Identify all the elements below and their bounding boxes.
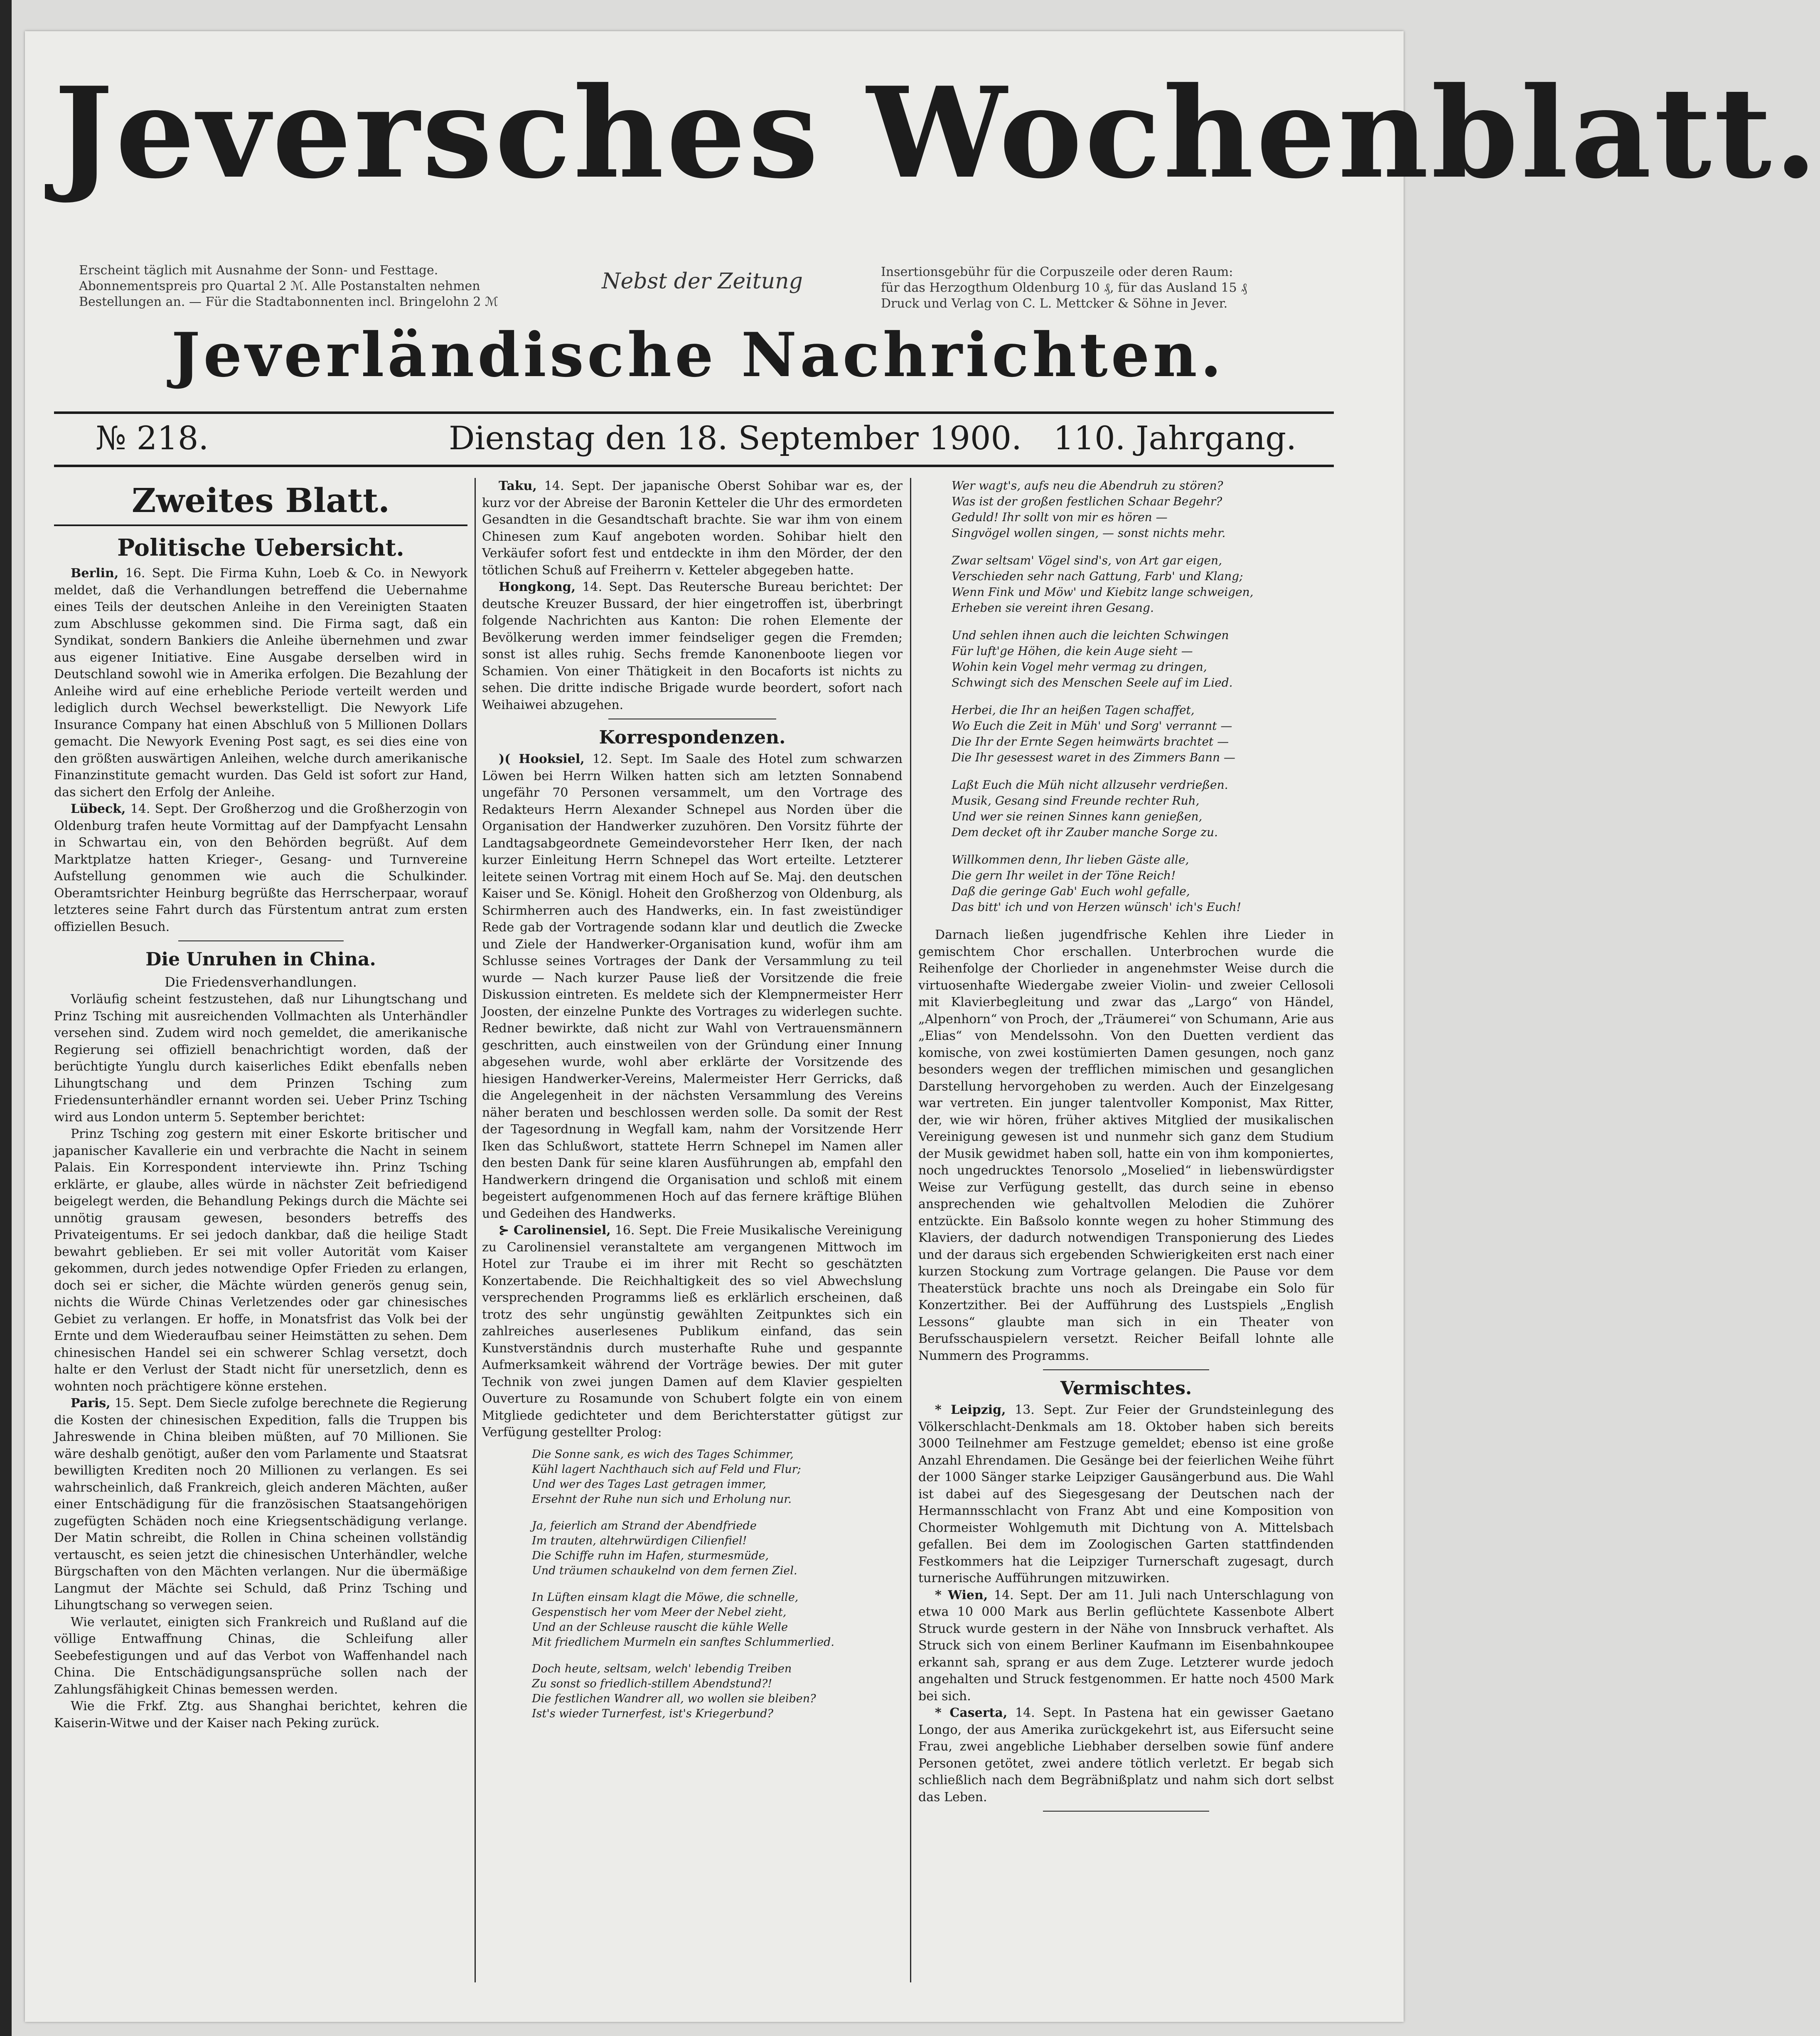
volume-number: 110. Jahrgang. — [1053, 420, 1296, 457]
poem-line: Herbei, die Ihr an heißen Tagen schaffet, — [952, 703, 1195, 717]
article-text: 14. Sept. Der japanische Oberst Sohibar war es, der kurz vor der Abreise der Baronin Ketteler die Uhr des ermordeten Gesandten in die Gesandtschaft brachte. Sie war ihm von einem Chinesen zum Kauf angeboten worden. Sohibar hielt den Verkäufer sofort fest und entdeckte in ihm den Mörder, der den tötlichen Schuß auf Freiherrn v. Ketteler abgegeben hatte. — [482, 479, 903, 578]
poem-line: Und wer sie reinen Sinnes kann genießen, — [952, 810, 1203, 823]
poem-line: Und wer des Tages Last getragen immer, — [532, 1477, 767, 1491]
dateline-place: Lübeck, — [71, 802, 126, 816]
poem-line: Dem decket oft ihr Zauber manche Sorge zu. — [952, 825, 1218, 839]
dateline-place: ⊱ Carolinensiel, — [499, 1223, 611, 1238]
poem-line: Im trauten, altehrwürdigen Cilienfiel! — [532, 1534, 747, 1547]
heading-politics: Politische Uebersicht. — [117, 534, 404, 561]
issue-number: № 218. — [96, 420, 209, 457]
article-text: 14. Sept. Der Großherzog und die Großherzogin von Oldenburg trafen heute Vormittag auf der Dampfyacht Lensahn in Schwartau ein, von den Behörden begrüßt. Auf dem Marktplatze hatten Krieger-, Gesang- und Turnvereine Aufstellung genommen wie auch die Schulkinder. Oberamtsrichter Heinburg begrüßte das Herrscherpaar, worauf letzteres seine Fahrt durch das Fürstentum antrat zum ersten offiziellen Besuch. — [54, 802, 467, 934]
poem-line: Verschieden sehr nach Gattung, Farb' und Klang; — [952, 569, 1243, 583]
issue-date: Dienstag den 18. September 1900. — [449, 420, 1022, 457]
dateline — [54, 416, 1334, 461]
supplement-note: Nebst der Zeitung — [602, 269, 803, 294]
article-luebeck — [54, 801, 467, 936]
paragraph: Wie die Frkf. Ztg. aus Shanghai berichtet, kehren die Kaiserin-Witwe und der Kaiser nach Peking zurück. — [54, 1699, 467, 1731]
poem-line: Mit friedlichem Murmeln ein sanftes Schlummerlied. — [532, 1635, 835, 1649]
dateline-place: * Wien, — [935, 1588, 988, 1603]
poem-stanza — [532, 1662, 903, 1721]
poem-stanza — [532, 1447, 903, 1507]
poem-line: Wer wagt's, aufs neu die Abendruh zu stören? — [952, 479, 1223, 492]
poem-stanza — [952, 478, 1334, 541]
article-text: 14. Sept. Das Reutersche Bureau berichtet: Der deutsche Kreuzer Bussard, der hier eingetroffen ist, überbringt folgende Nachrichten aus Kanton: Die rohen Elemente der Bevölkerung werden immer feindseliger gegen die Fremden; sonst ist alles ruhig. Sechs fremde Kanonenboote liegen vor Schamien. Von einer Thätigkeit in den Bocaforts ist nichts zu sehen. Die dritte indische Brigade wurde beordert, sofort nach Weihaiwei abzugehen. — [482, 580, 903, 712]
poem-line: Die Schiffe ruhn im Hafen, sturmesmüde, — [532, 1549, 769, 1562]
poem-line: Die Ihr der Ernte Segen heimwärts brachtet — — [952, 735, 1229, 748]
article-hongkong — [482, 579, 903, 714]
article-text: 14. Sept. Der am 11. Juli nach Unterschlagung von etwa 10 000 Mark aus Berlin geflüchtete Kassenbote Albert Struck wurde gestern in der Nähe von Innsbruck verhaftet. Als Struck sich von einem Berliner Kaufmann im Eisenbahnkoupee erkannt sah, sprang er aus dem Zuge. Letzterer wurde jedoch angehalten und Struck festgenommen. Er hatte noch 4500 Mark bei sich. — [918, 1588, 1334, 1704]
info-line: Druck und Verlag von C. L. Mettcker & Söhne in Jever. — [881, 296, 1228, 311]
poem-line: Ist's wieder Turnerfest, ist's Kriegerbund? — [532, 1707, 774, 1720]
poem-line: Ja, feierlich am Strand der Abendfriede — [532, 1519, 757, 1532]
info-line: für das Herzogthum Oldenburg 10 ₰, für das Ausland 15 ₰ — [881, 281, 1247, 295]
poem-line: Wenn Fink und Möw' und Kiebitz lange schweigen, — [952, 585, 1254, 599]
dateline-place: Paris, — [71, 1396, 111, 1411]
poem-line: Und an der Schleuse rauscht die kühle Welle — [532, 1620, 788, 1634]
poem-line: Die gern Ihr weilet in der Töne Reich! — [952, 869, 1176, 882]
subheading-china: Die Friedensverhandlungen. — [165, 974, 357, 990]
dateline-place: Taku, — [499, 479, 537, 493]
subscription-info — [79, 263, 536, 310]
header-rule-bottom — [54, 465, 1334, 467]
poem-line: Gespenstisch her vom Meer der Nebel zieht, — [532, 1605, 787, 1619]
column-2 — [482, 478, 903, 1991]
poem-stanza — [532, 1519, 903, 1578]
column-divider — [475, 478, 476, 1982]
column-3 — [918, 478, 1334, 1991]
heading-china: Die Unruhen in China. — [145, 949, 376, 970]
poem-line: Singvögel wollen singen, — sonst nichts mehr. — [952, 526, 1226, 540]
prologue-poem-continued — [918, 478, 1334, 915]
poem-line: Wo Euch die Zeit in Müh' und Sorg' verrannt — — [952, 719, 1232, 733]
poem-line: Die Sonne sank, es wich des Tages Schimmer, — [532, 1448, 794, 1461]
masthead-title: Jeversches Wochenblatt. — [54, 59, 1820, 206]
column-1 — [54, 478, 467, 1991]
poem-line: Und träumen schaukelnd von dem fernen Ziel. — [532, 1564, 797, 1577]
article-berlin — [54, 565, 467, 801]
poem-line: Für luft'ge Höhen, die kein Auge sieht — — [952, 644, 1193, 658]
poem-stanza — [952, 852, 1334, 915]
poem-line: Kühl lagert Nachthauch sich auf Feld und Flur; — [532, 1462, 801, 1476]
heading-miscellaneous: Vermischtes. — [1060, 1378, 1192, 1399]
separator — [1043, 1369, 1209, 1370]
article-text: 12. Sept. Im Saale des Hotel zum schwarzen Löwen bei Herrn Wilken hatten sich am letzten Sonnabend ungefähr 70 Personen versammelt, um den Vortrage des Redakteurs Herrn Alexander Schnepel aus Norden über die Organisation der Handwerker zuzuhören. Den Vorsitz führte der Landtagsabgeordnete Gemeindevorsteher Herr Iken, der nach kurzer Einleitung Herrn Schnepel das Wort erteilte. Letzterer leitete seinen Vortrag mit einem Hoch auf Se. Maj. den deutschen Kaiser und Se. Königl. Hoheit den Großherzog von Oldenburg, als Schirmherren auch des Handwerks, ein. In fast zweistündiger Rede gab der Vortragende sodann klar und deutlich die Zwecke und Ziele der Handwerker-Organisation kund, wofür ihm am Schlusse seines Vortrages der Dank der Versammlung zu teil wurde — Nach kurzer Pause ließ der Vorsitzende die freie Diskussion eintreten. Es meldete sich der Klempnermeister Herr Joosten, der einzelne Punkte des Vortrages zu widerlegen suchte. Redner bewirkte, daß nicht zur Wahl von Vertrauensmännern geschritten, auch einstweilen von der Gründung einer Innung abgesehen wurde, wohl aber erklärte der Vorsitzende des hiesigen Handwerker-Vereins, Malermeister Herr Gerricks, daß die Angelegenheit in der nächsten Versammlung des Vereins näher beraten und beschlossen werden solle. Da somit der Rest der Tagesordnung in Wegfall kam, nahm der Vorsitzende Herr Iken das Schlußwort, stattete Herrn Schnepel im Namen aller den besten Dank für seine klaren Ausführungen ab, empfahl den Handwerkern dringend die Organisation und schloß mit einem begeistert aufgenommenen Hoch auf das fernere kräftige Blühen und Gedeihen des Handwerks. — [482, 752, 903, 1221]
masthead-subtitle: Jeverländische Nachrichten. — [171, 320, 1225, 391]
info-line: Insertionsgebühr für die Corpuszeile oder deren Raum: — [881, 265, 1233, 279]
info-line: Abonnementspreis pro Quartal 2 ℳ. Alle Postanstalten nehmen — [79, 279, 480, 293]
poem-line: Daß die geringe Gab' Euch wohl gefalle, — [952, 884, 1190, 898]
poem-stanza — [952, 553, 1334, 616]
info-line: Bestellungen an. — Für die Stadtabonnenten incl. Bringelohn 2 ℳ — [79, 295, 499, 309]
poem-stanza — [952, 628, 1334, 691]
poem-stanza — [952, 777, 1334, 840]
dateline-place: * Leipzig, — [935, 1403, 1006, 1417]
poem-line: Und sehlen ihnen auch die leichten Schwingen — [952, 628, 1229, 642]
article-carolinensiel — [482, 1222, 903, 1441]
prologue-poem — [482, 1447, 903, 1721]
dateline-place: Berlin, — [71, 566, 119, 581]
poem-line: Die festlichen Wandrer all, wo wollen sie bleiben? — [532, 1692, 816, 1705]
poem-line: Das bitt' ich und von Herzen wünsch' ich's Euch! — [952, 900, 1241, 914]
heading-correspondence: Korrespondenzen. — [599, 727, 786, 748]
poem-line: Geduld! Ihr sollt von mir es hören — — [952, 510, 1168, 524]
article-caserta — [918, 1705, 1334, 1806]
poem-line: Wohin kein Vogel mehr vermag zu dringen, — [952, 660, 1207, 674]
dateline-place: * Caserta, — [935, 1706, 1008, 1720]
poem-line: Die Ihr gesessest waret in des Zimmers Bann — — [952, 751, 1235, 764]
article-wien — [918, 1587, 1334, 1705]
poem-line: Ersehnt der Ruhe nun sich und Erholung nur. — [532, 1492, 792, 1506]
concert-report: Darnach ließen jugendfrische Kehlen ihre Lieder in gemischtem Chor erschallen. Unterbrochen wurde die Reihenfolge der Chorlieder in angenehmster Weise durch die virtuosenhafte Wiedergabe zweier Violin- und zweier Cellosoli mit Klavierbegleitung und zwar das „Largo“ von Händel, „Alpenhorn“ von Proch, der „Träumerei“ von Schumann, Arie aus „Elias“ von Mendelssohn. Von den Duetten verdient das komische, von zwei kostümierten Damen gesungen, noch ganz besonders wegen der trefflichen mimischen und gesanglichen Darstellung hervorgehoben zu werden. Auch der Einzelgesang war vertreten. Ein junger talentvoller Komponist, Max Ritter, der, wie wir hören, früher aktives Mitglied der musikalischen Vereinigung gewesen ist und nunmehr sich ganz dem Studium der Musik gewidmet haben soll, hatte ein von ihm komponiertes, noch ungedrucktes Tenorsolo „Moselied“ in liebenswürdigster Weise zur Verfügung gestellt, das durch seine in ebenso ansprechenden wie gehaltvollen Melodien die Zuhörer entzückte. Ein Baßsolo konnte wegen zu hoher Stimmung des Klaviers, der dadurch notwendigen Transponierung des Liedes und der daraus sich ergebenden Schwierigkeiten erst nach einer kurzen Stockung zum Vortrage gelangen. Die Pause vor dem Theaterstück brachte uns noch als Dreingabe ein Solo für Konzertzither. Bei der Aufführung des Lustspiels „English Lessons“ glaubte man sich in ein Theater von Berufsschauspielern versetzt. Reicher Beifall lohnte alle Nummern des Programms. — [918, 928, 1334, 1363]
poem-line: Schwingt sich des Menschen Seele auf im Lied. — [952, 676, 1233, 689]
separator — [178, 940, 344, 941]
poem-line: Zu sonst so friedlich-stillem Abendstund?! — [532, 1677, 772, 1690]
poem-stanza — [952, 702, 1334, 766]
article-taku — [482, 478, 903, 579]
poem-line: Musik, Gesang sind Freunde rechter Ruh, — [952, 794, 1200, 808]
poem-line: Zwar seltsam' Vögel sind's, von Art gar eigen, — [952, 554, 1222, 567]
section-rule — [54, 524, 467, 526]
poem-line: Laßt Euch die Müh nicht allzusehr verdrießen. — [952, 778, 1228, 792]
article-paris — [54, 1395, 467, 1614]
article-text: 14. Sept. In Pastena hat ein gewisser Gaetano Longo, der aus Amerika zurückgekehrt ist, aus Eifersucht seine Frau, zwei angebliche Liebhaber derselben sowie fünf andere Personen getötet, zwei andere tötlich verletzt. Er begab sich schließlich nach dem Begräbnißplatz und nahm sich dort selbst das Leben. — [918, 1706, 1334, 1805]
scan-gutter — [0, 0, 12, 2036]
section-title: Zweites Blatt. — [132, 481, 390, 520]
separator — [1043, 1811, 1209, 1812]
poem-line: Willkommen denn, Ihr lieben Gäste alle, — [952, 853, 1189, 867]
paragraph: Vorläufig scheint festzustehen, daß nur Lihungtschang und Prinz Tsching mit ausreichenden Vollmachten als Unterhändler versehen sind. Zudem wird noch gemeldet, die amerikanische Regierung sei offiziell benachrichtigt worden, daß der berüchtigte Yunglu durch kaiserliches Edikt ebenfalls neben Lihungtschang und dem Prinzen Tsching zum Friedensunterhändler ernannt worden sei. Ueber Prinz Tsching wird aus London unterm 5. September berichtet: — [54, 992, 467, 1125]
info-line: Erscheint täglich mit Ausnahme der Sonn- und Festtage. — [79, 263, 438, 278]
paragraph: Prinz Tsching zog gestern mit einer Eskorte britischer und japanischer Kavallerie ein und verbrachte die Nacht in seinem Palais. Ein Korrespondent interviewte ihn. Prinz Tsching erklärte, er glaube, alles würde in nächster Zeit befriedigend beigelegt werden, die Behandlung Pekings durch die Mächte sei unnötig grausam gewesen, besonders betreffs des Privateigentums. Er sei jedoch dankbar, daß die heilige Stadt bewahrt geblieben. Er sei mit voller Autorität vom Kaiser gekommen, durch jedes notwendige Opfer Frieden zu erlangen, doch sei er sicher, die Mächte würden generös genug sein, nichts die Würde Chinas Verletzendes oder gar chinesisches Gebiet zu verlangen. Er hoffe, in Monatsfrist das Volk bei der Ernte und dem Wiederaufbau seiner Heimstätten zu sehen. Dem chinesischen Handel sei ein schwerer Schlag versetzt, doch halte er den Verlust der Stadt nicht für unersetzlich, denn es wohnten noch prächtigere könne erstehen. — [54, 1127, 467, 1394]
column-divider — [910, 478, 911, 1982]
poem-line: Erheben sie vereint ihren Gesang. — [952, 601, 1154, 615]
poem-stanza — [532, 1590, 903, 1650]
article-leipzig — [918, 1402, 1334, 1587]
article-text: 15. Sept. Dem Siecle zufolge berechnete die Regierung die Kosten der chinesischen Expedition, falls die Truppen bis Jahreswende in China bleiben müßten, auf 70 Millionen. Sie wäre deshalb genötigt, außer den vom Parlamente und Staatsrat bewilligten Krediten noch 20 Millionen zu verlangen. Es sei wahrscheinlich, daß Frankreich, gleich anderen Mächten, außer einer Entschädigung für die französischen Staatsangehörigen zugefügten Schäden noch eine Kriegsentschädigung verlange. Der Matin schreibt, die Rollen in China scheinen vollständig vertauscht, es seien jetzt die chinesischen Unterhändler, welche Bürgschaften von den Mächten verlangen. Nur die übermäßige Langmut der Mächte sei Schuld, daß Prinz Tsching und Lihungtschang so verwegen seien. — [54, 1396, 467, 1613]
poem-line: In Lüften einsam klagt die Möwe, die schnelle, — [532, 1590, 799, 1604]
poem-line: Doch heute, seltsam, welch' lebendig Treiben — [532, 1662, 792, 1675]
header-rule-top — [54, 411, 1334, 414]
poem-line: Was ist der großen festlichen Schaar Begehr? — [952, 495, 1222, 508]
advertising-info — [881, 264, 1338, 312]
article-text: 13. Sept. Zur Feier der Grundsteinlegung des Völkerschlacht-Denkmals am 18. Oktober haben sich bereits 3000 Teilnehmer am Festzuge gemeldet; ebenso ist eine große Anzahl Ehrendamen. Die Gesänge bei der feierlichen Weihe führt der 1000 Sänger starke Leipziger Gausängerbund aus. Die Wahl ist dabei auf des Siegesgesang der Deutschen nach der Hermannsschlacht von Franz Abt und eine Komposition von Chormeister Wohlgemuth mit Dichtung von A. Mittelsbach gefallen. Bei dem im Zoologischen Garten stattfindenden Festkommers hat die Leipziger Turnerschaft zugesagt, durch turnerische Aufführungen mitzuwirken. — [918, 1403, 1334, 1585]
dateline-place: )( Hooksiel, — [499, 752, 585, 766]
article-text: 16. Sept. Die Freie Musikalische Vereinigung zu Carolinensiel veranstaltete am vergangenen Mittwoch im Hotel zur Traube ei im ihrer mit Recht so geschätzten Konzertabende. Die Reichhaltigkeit des so viel Abwechslung versprechenden Programms ließ es erklärlich erscheinen, daß trotz des sehr ungünstig gewählten Zeitpunktes sich ein zahlreiches auserlesenes Publikum einfand, das sein Kunstverständnis durch musterhafte Ruhe und gespannte Aufmerksamkeit während der Vorträge bewies. Der mit guter Technik von zwei jungen Damen auf dem Klavier gespielten Ouverture zu Rosamunde von Schubert folgte ein von einem Mitgliede gedichteter und dem Berichterstatter gütigst zur Verfügung gestellter Prolog: — [482, 1223, 903, 1440]
article-text: 16. Sept. Die Firma Kuhn, Loeb & Co. in Newyork meldet, daß die Verhandlungen betreffend die Uebernahme eines Teils der deutschen Anleihe in den Vereinigten Staaten zum Abschlusse gekommen sind. Die Firma sagt, daß ein Syndikat, sondern Bankiers die Anleihe übernehmen und zwar aus eigener Initiative. Eine Ausgabe derselben wird in Deutschland sowohl wie in Amerika erfolgen. Die Bezahlung der Anleihe wird auf eine erhebliche Periode verteilt werden und lediglich durch Wechsel bewerkstelligt. Die Newyork Life Insurance Company hat einen Abschluß von 5 Millionen Dollars gemacht. Die Newyork Evening Post sagt, es sei dies eine von den größten auswärtigen Anleihen, welche durch amerikanische Finanzinstitute gemacht wurden. Das Geld ist sofort zur Hand, das sichert den Erfolg der Anleihe. — [54, 566, 467, 800]
dateline-place: Hongkong, — [499, 580, 576, 594]
article-hooksiel — [482, 751, 903, 1222]
paragraph: Wie verlautet, einigten sich Frankreich und Rußland auf die völlige Entwaffnung Chinas, die Schleifung aller Seebefestigungen und auf das Verbot von Waffenhandel nach China. Die Entschädigungsansprüche sollen nach der Zahlungsfähigkeit Chinas bemessen werden. — [54, 1615, 467, 1697]
